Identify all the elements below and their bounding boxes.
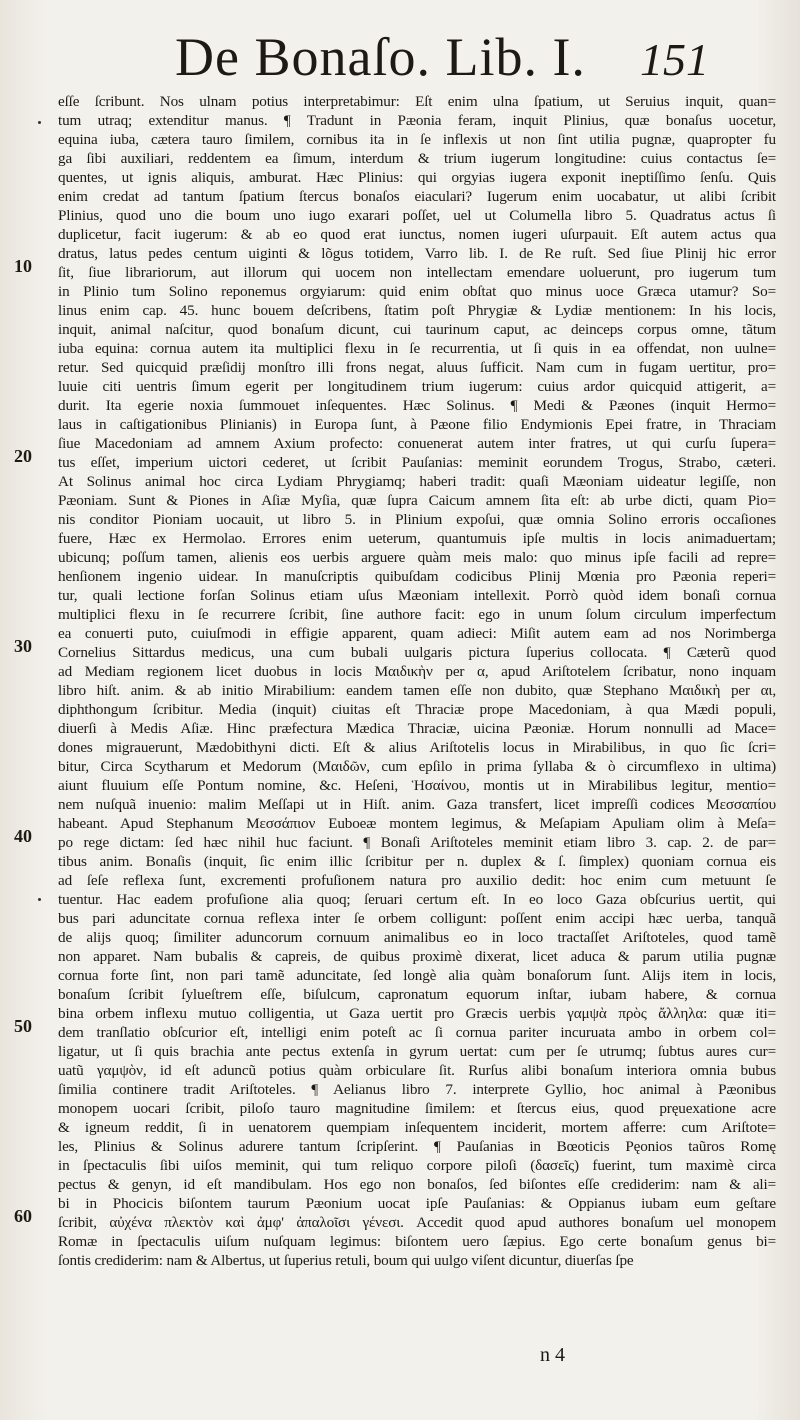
text-line: bonaſum ſcribit ſylueſtrem eſſe, biſulcum, capronatum equorum inſtar, iubam habere, & cornua [58, 986, 776, 1003]
text-line: in Plinio tum Solino reponemus orgyiarum: quid enim obſtat quo minus uoce Græca utamur? So= [58, 283, 776, 300]
margin-dot [38, 898, 41, 901]
text-line: bus pari aduncitate cornua reflexa inter ſe orbem colligunt: poſſent enim accipi hæc uerba, tanquã [58, 910, 776, 927]
text-line: iuba equina: cornua autem ita multiplici flexu in ſe recurrentia, ut ſi quis in ea offendat, non uulne= [58, 340, 776, 357]
text-line: equina iuba, cætera tauro ſimilem, cornibus ita in ſe inflexis ut non ſint utilia pugnæ, quapropter fu [58, 131, 776, 148]
signature-mark: n 4 [540, 1344, 565, 1366]
text-line: ſimilia continere tradit Ariſtoteles. ¶ Aelianus libro 7. interprete Gyllio, hoc animal à Pæonibus [58, 1081, 776, 1098]
text-line: fuere, Hæc ex Hermolao. Errores enim ueterum, quantumuis ipſe multis in locis animaduertam; [58, 530, 776, 547]
page-number: 151 [640, 34, 709, 85]
text-line: de alijs quoq; ſimiliter aduncorum cornuum animalibus eo in loco tractaſſet Ariſtoteles, quod tamẽ [58, 929, 776, 946]
text-line: pectus & genyn, id eſt mandibulam. Hos ego non bonaſos, ſed biſontes eſſe crediderim: nam & ali= [58, 1176, 776, 1193]
text-line: Plinius, quod uno die boum uno iugo exarari poſſet, uel ut Columella libro 5. Quadratus actus ſi [58, 207, 776, 224]
text-line: libro hiſt. anim. & ab initio Mirabilium: eandem tamen eſſe non dubito, quæ Stephano Μαιδικὴ per αι, [58, 682, 776, 699]
text-line: Pæoniam. Sunt & Piones in Aſiæ Myſia, quæ ſupra Caicum amnem ſita eſt: ab urbe dicti, quam Pio= [58, 492, 776, 509]
text-line: in ſpectaculis ſibi uiſos meminit, qui tum reliquo corpore piloſi (δασεῖς) fuerint, tum maximè circa [58, 1157, 776, 1174]
text-line: ſcribit, αὐχένα πλεκτὸν καὶ ἀμφ' ἀπαλοῖσι γένεσι. Accedit quod apud authores bonaſum uel monopem [58, 1214, 776, 1231]
text-line: tus eſſet, imperium uictori cederet, ut ſcribit Pauſanias: meminit eorundem Trogus, Strabo, cæteri. [58, 454, 776, 471]
text-line: luuie citi uentris ſimum egerit per longitudinem trium iugerum: cuius ardor quicquid attigerit, a= [58, 378, 776, 395]
margin-line-number: 20 [14, 446, 32, 466]
margin-dot [38, 121, 41, 124]
text-line: ad Mediam regionem licet duobus in locis Μαιδικὴν per α, apud Ariſtotelem ſcribatur, nono inquam [58, 663, 776, 680]
margin-line-number: 10 [14, 256, 32, 276]
margin-line-number: 50 [14, 1016, 32, 1036]
page-header [0, 22, 800, 92]
text-line: bi in Phocicis biſontem taurum Pæonium uocat ipſe Pauſanias: & Oppianus iubam eum geſtare [58, 1195, 776, 1212]
text-line: linus enim cap. 45. hunc bouem deſcribens, ſtatim poſt Phrygiæ & Lydiæ mentionem: In his locis, [58, 302, 776, 319]
text-line: At Solinus animal hoc circa Lydiam Phrygiamq; haberi tradit: quaſi Mæoniam uideatur legiſſe, non [58, 473, 776, 490]
text-line: aiunt fluuium eſſe Pontum nomine, &c. Heſeni, Ἡσαίνου, montis ut in Mirabilibus legitur, mentio= [58, 777, 776, 794]
text-line: non apparet. Nam bubalis & capreis, de quibus proximè dixerat, licet aduca & parum utilia pugnæ [58, 948, 776, 965]
text-line: bina orbem inflexu mutuo colligentia, ut Gaza uertit pro Græcis uerbis γαμψὰ πρὸς ἄλληλα: quæ iti= [58, 1005, 776, 1022]
text-line: laus in caſtigationibus Plinianis) in Europa ſunt, à Pæone filio Endymionis Epei fratre, in Thraciam [58, 416, 776, 433]
text-line: dratus, latus pedes centum uiginti & lõgus totidem, Varro lib. I. de Re ruſt. Sed ſiue Plinij hic error [58, 245, 776, 262]
text-line: ſit, ſiue librariorum, aut illorum qui uocem non intellectam emendare uoluerunt, pro iugerum tum [58, 264, 776, 281]
text-line: nis conditor Pioniam uocauit, ut libro 5. in Plinium expoſui, quæ omnia Solino erroris occaſiones [58, 511, 776, 528]
text-line: diuerſi à Medis Aſiæ. Hinc præfectura Mædica Thraciæ, uicina Pæoniæ. Horum nonnulli ad Mace= [58, 720, 776, 737]
text-line: ſontis crediderim: nam & Albertus, ut ſuperius retuli, boum qui uulgo viſent dicuntur, diuerſas ſpe [58, 1252, 634, 1269]
text-line: durit. Ita egerie noxia ſummouet inſequentes. Hæc Solinus. ¶ Medi & Pæones (inquit Hermo= [58, 397, 776, 414]
text-line: ea conuerti puto, cuiuſmodi in effigie apparent, quam adieci: Miſit autem eam ad nos Norimberga [58, 625, 776, 642]
text-line: ad ſeſe reflexa ſunt, excrementi profuſionem natura pro auxilio dedit: hoc enim cum metuunt ſe [58, 872, 776, 889]
margin-line-number: 30 [14, 636, 32, 656]
text-line: Romæ in ſpectaculis uiſum nuſquam legimus: biſontem uero ſæpius. Ego certe bonaſum genus bi= [58, 1233, 776, 1250]
text-line: tum utraq; extenditur manus. ¶ Tradunt in Pæonia feram, inquit Plinius, quæ bonaſus uocetur, [58, 112, 776, 129]
text-line: multiplici flexu in ſe recurrere ſcribit, ſine authore facit: ego in unum ſolum circulum imperfectum [58, 606, 776, 623]
margin-line-number: 60 [14, 1206, 32, 1226]
text-line: tur, quali lectione forſan Solinus etiam uſus Mæoniam intellexit. Porrò quòd idem bonaſi cornua [58, 587, 776, 604]
text-line: inquit, animal naſcitur, quod bonaſum dicunt, cui taurinum caput, ac deinceps corpus omne, tãtum [58, 321, 776, 338]
text-line: quentes, ut ignis aliquis, amburat. Hæc Plinius: qui orgyias iugera exponit ineptiſſimo ſenſu. Quis [58, 169, 776, 186]
text-line: cornua forte ſint, non pari tamẽ aduncitate, ſed longè alia quàm bonaſorum ſunt. Alijs item in locis, [58, 967, 776, 984]
text-line: duplicetur, facit iugerum: & ab eo quod erat iunctus, nomen iugeri uſurpauit. Eſt autem actus qua [58, 226, 776, 243]
text-line: retur. Sed quicquid præſidij monſtro illi frons negat, aluus ſufficit. Nam cum in fugam uertitur, pro= [58, 359, 776, 376]
text-line: ga ſibi auxiliari, reddentem ea ſimum, interdum & trium iugerum longitudine: cuius contactus ſe= [58, 150, 776, 167]
text-line: bitur, Circa Scytharum et Medorum (Μαιδῶν, cum epſilo in prima ſyllaba & ò circumflexo in ultima) [58, 758, 776, 775]
text-line: po rege dictam: ſed hæc nihil huc faciunt. ¶ Bonaſi Ariſtoteles meminit etiam libro 3. cap. 2. de par= [58, 834, 776, 851]
text-line: monopem uocari ſcribit, piloſo tauro magnitudine ſimilem: et ſtercus eius, quod pręuexatione acre [58, 1100, 776, 1117]
text-line: uatũ γαμψὸν, id eſt aduncũ potius quàm orbiculare ſit. Rurſus alibi bonaſum interiora omnia bubus [58, 1062, 776, 1079]
text-line: dem tranſlatio obſcurior eſt, intelligi enim poteſt ac ſi cornua pariter incuruata ambo in orbem col= [58, 1024, 776, 1041]
text-line: nem nuſquã inuenio: malim Meſſapi ut in Hiſt. anim. Gaza transfert, licet impreſſi codices Μεσσαπίου [58, 796, 776, 813]
text-line: tibus anim. Bonaſis (inquit, ſic enim illic ſcribitur per n. duplex & ſ. ſimplex) quoniam cornua eis [58, 853, 776, 870]
text-line: dones migrauerunt, Mædobithyni dicti. Eſt & alius Ariſtotelis locus in Mirabilibus, in quo ſic ſcri= [58, 739, 776, 756]
text-line: eſſe ſcribunt. Nos ulnam potius interpretabimur: Eſt enim ulna ſpatium, ut Seruius inquit, quan= [58, 93, 776, 110]
text-line: tuentur. Hac eadem profuſione alia quoq; ſeruari certum eſt. In eo loco Gaza obſcurius uertit, qui [58, 891, 776, 908]
text-line: henſionem ingenio uidear. In manuſcriptis quibuſdam codicibus Plinij Mœnia pro Pæonia reperi= [58, 568, 776, 585]
text-line: les, Plinius & Solinus adurere tantum ſcripſerint. ¶ Pauſanias in Bœoticis Pęonios taũros Romę [58, 1138, 776, 1155]
text-line: ubicunq; poſſum tamen, alienis eos uerbis arguere quàm meis malo: quo minus ipſe facili ad repre= [58, 549, 776, 566]
running-title: De Bonaſo. Lib. I. [175, 27, 586, 87]
text-line: habeant. Apud Stephanum Μεσσάπιον Euboeæ montem legimus, & Meſapiam Apuliam olim à Meſa= [58, 815, 776, 832]
text-line: ligatur, ut ſi quis brachia ante pectus extenſa in gyrum uertat: cum per ſe utrumq; ſubtus aures cur= [58, 1043, 776, 1060]
body-text [58, 92, 776, 1270]
text-line: Cornelius Sittardus medicus, una cum bubali uulgaris pictura ſuperius collocata. ¶ Cæterũ quod [58, 644, 776, 661]
text-line: diphthongum ſcribitur. Media (inquit) ciuitas eſt Thraciæ prope Macedoniam, à qua Mædi populi, [58, 701, 776, 718]
text-line: enim credat ad tantum ſpatium ſtercus bonaſos eiaculari? Iugerum enim uocabatur, ut alibi ſcribit [58, 188, 776, 205]
text-line: ſiue Macedoniam ad amnem Axium profecto: conuenerat autem inter fratres, ut qui curſu ſupera= [58, 435, 776, 452]
text-line: & igneum reddit, ſi in uenatorem quempiam inſequentem inciderit, mortem afferre: cum Ariſtote= [58, 1119, 776, 1136]
margin-line-number: 40 [14, 826, 32, 846]
